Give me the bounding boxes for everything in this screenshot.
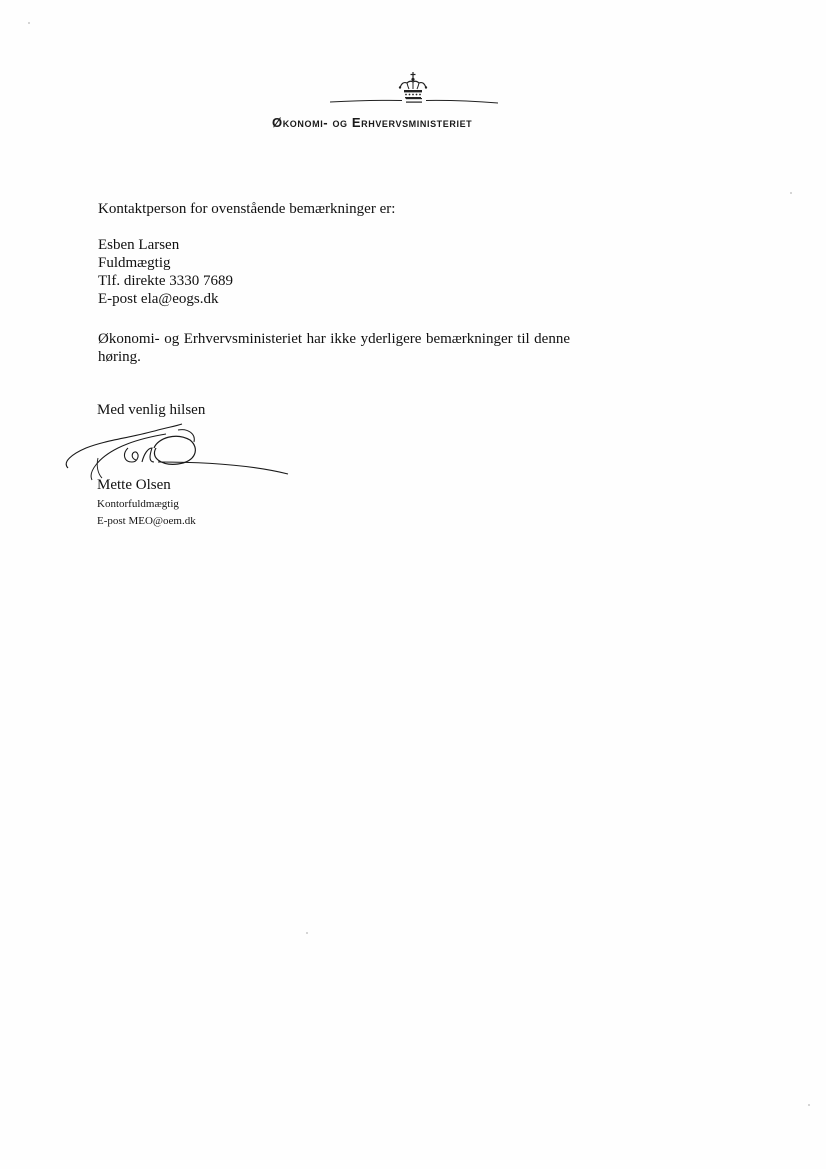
scan-speck (28, 22, 30, 24)
scan-speck (790, 192, 792, 194)
signer-email: E-post MEO@oem.dk (97, 515, 196, 527)
contact-email: E-post ela@eogs.dk (98, 291, 219, 307)
contact-phone: Tlf. direkte 3330 7689 (98, 273, 233, 289)
statement-paragraph: Økonomi- og Erhvervsministeriet har ikke yderligere bemærkninger til denne høring. (98, 331, 570, 365)
signer-name: Mette Olsen (97, 477, 171, 493)
letterhead-rule (330, 94, 498, 106)
contact-intro: Kontaktperson for ovenstående bemærkninger er: (98, 201, 396, 217)
contact-block (98, 236, 233, 308)
scan-speck (808, 1104, 810, 1106)
closing-greeting: Med venlig hilsen (97, 402, 206, 418)
signer-title: Kontorfuldmægtig (97, 498, 179, 510)
scan-speck (306, 932, 308, 934)
handwritten-signature (58, 418, 290, 484)
letterhead (0, 0, 826, 140)
contact-title: Fuldmægtig (98, 255, 171, 271)
ministry-name: Økonomi- og Erhvervsministeriet (272, 115, 473, 130)
contact-name: Esben Larsen (98, 237, 180, 253)
